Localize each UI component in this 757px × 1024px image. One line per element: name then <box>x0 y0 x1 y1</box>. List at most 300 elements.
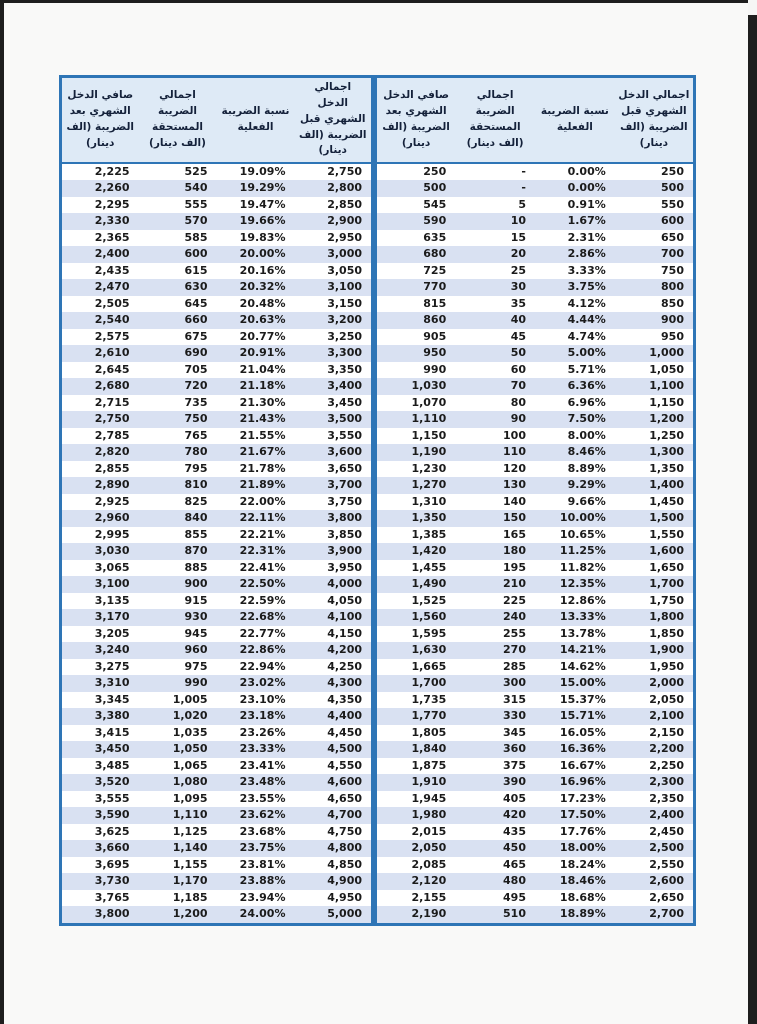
table-cell: 23.68% <box>239 824 286 838</box>
table-row <box>61 428 373 445</box>
table-cell: 770 <box>376 279 456 296</box>
tax-table-upper-range <box>59 75 374 926</box>
table-cell: 1,050 <box>649 362 684 376</box>
table-cell: 3,250 <box>327 329 362 343</box>
table-cell: 500 <box>615 180 695 197</box>
table-cell: 22.94% <box>239 659 286 673</box>
table-cell: 3,065 <box>94 560 130 574</box>
table-row <box>61 246 373 263</box>
table-cell: 23.48% <box>217 774 295 791</box>
table-cell: 860 <box>376 312 456 329</box>
table-cell: 80 <box>510 395 526 409</box>
table-cell: 3,900 <box>295 543 373 560</box>
table-cell: 1,500 <box>615 510 695 527</box>
table-cell: 840 <box>139 510 217 527</box>
table-cell: 1,980 <box>376 807 456 824</box>
table-cell: 4,150 <box>327 626 362 640</box>
photo-frame-top <box>0 0 748 3</box>
table-cell: 5,000 <box>295 906 373 924</box>
table-row <box>61 180 373 197</box>
table-row <box>61 510 373 527</box>
table-row <box>61 840 373 857</box>
table-cell: 9.66% <box>567 494 606 508</box>
table-cell: 4,600 <box>295 774 373 791</box>
table-cell: 17.50% <box>535 807 615 824</box>
table-row <box>61 626 373 643</box>
table-cell: 2,500 <box>615 840 695 857</box>
table-cell: 3,500 <box>295 411 373 428</box>
table-cell: 510 <box>455 906 535 924</box>
table-row <box>376 774 695 791</box>
table-cell: 900 <box>139 576 217 593</box>
table-cell: 1,200 <box>139 906 217 924</box>
table-cell: 540 <box>139 180 217 197</box>
table-cell: 780 <box>139 444 217 461</box>
table-cell: 2,300 <box>615 774 695 791</box>
table-cell: 2,505 <box>94 296 130 310</box>
table-cell: 1,065 <box>172 758 208 772</box>
table-cell: 600 <box>139 246 217 263</box>
table-cell: 2,750 <box>61 411 139 428</box>
table-row <box>376 576 695 593</box>
table-cell: 1,020 <box>139 708 217 725</box>
table-cell: 645 <box>184 296 208 310</box>
table-cell: 3,485 <box>94 758 130 772</box>
table-cell: 6.96% <box>567 395 606 409</box>
header-tax-due: اجمالي الضريبة المستحقة (الف دينار) <box>139 77 217 163</box>
table-row <box>376 444 695 461</box>
table-cell: 1,650 <box>649 560 684 574</box>
table-cell: 800 <box>615 279 695 296</box>
table-cell: 19.66% <box>217 213 295 230</box>
table-cell: 1,900 <box>615 642 695 659</box>
table-cell: 3,100 <box>295 279 373 296</box>
table-cell: 750 <box>661 263 684 277</box>
table-cell: 23.55% <box>239 791 286 805</box>
table-row <box>376 263 695 280</box>
table-cell: 1,595 <box>411 626 447 640</box>
table-cell: 23.94% <box>239 890 286 904</box>
tax-tables-container <box>59 75 696 926</box>
table-cell: 2,000 <box>615 675 695 692</box>
table-cell: 16.96% <box>535 774 615 791</box>
table-row <box>61 362 373 379</box>
table-cell: 17.76% <box>559 824 606 838</box>
table-cell: 3,660 <box>61 840 139 857</box>
table-row <box>376 329 695 346</box>
table-cell: 2,350 <box>649 791 684 805</box>
table-row <box>61 857 373 874</box>
table-row <box>61 758 373 775</box>
table-row <box>61 230 373 247</box>
table-row <box>376 312 695 329</box>
table-cell: 10.65% <box>559 527 606 541</box>
table-cell: 225 <box>503 593 526 607</box>
table-cell: 2,950 <box>327 230 362 244</box>
table-row <box>376 873 695 890</box>
table-cell: 2,540 <box>61 312 139 329</box>
table-cell: 16.67% <box>559 758 606 772</box>
table-cell: 23.33% <box>217 741 295 758</box>
table-cell: 3,350 <box>327 362 362 376</box>
table-cell: 1,140 <box>139 840 217 857</box>
table-cell: 16.05% <box>559 725 606 739</box>
table-row <box>376 163 695 181</box>
header-effective-tax-rate: نسبة الضريبة الفعلية <box>535 77 615 163</box>
table-cell: 900 <box>615 312 695 329</box>
table-cell: - <box>521 164 526 178</box>
table-cell: 15.00% <box>535 675 615 692</box>
table-cell: 375 <box>503 758 526 772</box>
table-cell: 1,840 <box>376 741 456 758</box>
table-cell: 5.00% <box>535 345 615 362</box>
table-row <box>376 642 695 659</box>
table-cell: 15.37% <box>559 692 606 706</box>
table-cell: 1,490 <box>376 576 456 593</box>
table-cell: 23.18% <box>217 708 295 725</box>
table-cell: 3,765 <box>94 890 130 904</box>
table-cell: 21.43% <box>217 411 295 428</box>
table-cell: 630 <box>139 279 217 296</box>
table-cell: 23.10% <box>239 692 286 706</box>
tax-table-lower-range <box>374 75 696 926</box>
table-cell: 23.81% <box>239 857 286 871</box>
table-cell: 2,750 <box>327 164 362 178</box>
table-cell: 4,250 <box>327 659 362 673</box>
table-cell: 100 <box>503 428 526 442</box>
table-cell: 2,155 <box>411 890 447 904</box>
table-cell: 950 <box>661 329 684 343</box>
table-row <box>61 163 373 181</box>
header-net-income-after-tax: صافي الدخل الشهري بعد الضريبة (الف دينار) <box>376 77 456 163</box>
table-cell: 3,850 <box>327 527 362 541</box>
table-cell: 240 <box>455 609 535 626</box>
table-row <box>61 593 373 610</box>
table-cell: 25 <box>510 263 526 277</box>
table-cell: 23.75% <box>217 840 295 857</box>
table-cell: 1,095 <box>172 791 208 805</box>
table-cell: 13.78% <box>559 626 606 640</box>
table-cell: 500 <box>376 180 456 197</box>
table-cell: 2,925 <box>94 494 130 508</box>
table-cell: 1,700 <box>376 675 456 692</box>
table-cell: 1,150 <box>411 428 447 442</box>
table-cell: 20.16% <box>239 263 286 277</box>
table-cell: 3,310 <box>61 675 139 692</box>
table-cell: 330 <box>455 708 535 725</box>
table-row <box>376 560 695 577</box>
table-cell: - <box>455 180 535 197</box>
table-cell: 6.36% <box>535 378 615 395</box>
table-cell: 22.41% <box>239 560 286 574</box>
table-cell: 4.44% <box>535 312 615 329</box>
table-row <box>376 477 695 494</box>
table-cell: 1,125 <box>172 824 208 838</box>
table-cell: 2,435 <box>94 263 130 277</box>
table-cell: 1,000 <box>615 345 695 362</box>
table-cell: 3,240 <box>61 642 139 659</box>
table-cell: 3,415 <box>94 725 130 739</box>
table-cell: 705 <box>184 362 208 376</box>
table-cell: 420 <box>455 807 535 824</box>
table-row <box>376 230 695 247</box>
table-row <box>376 461 695 478</box>
table-cell: 35 <box>510 296 526 310</box>
table-cell: 2.86% <box>535 246 615 263</box>
table-cell: 22.00% <box>239 494 286 508</box>
table-row <box>61 576 373 593</box>
table-cell: 1,155 <box>172 857 208 871</box>
table-cell: 1,050 <box>139 741 217 758</box>
table-cell: 1,450 <box>649 494 684 508</box>
table-cell: 19.29% <box>217 180 295 197</box>
table-cell: 50 <box>455 345 535 362</box>
table-cell: 3,800 <box>61 906 139 924</box>
table-cell: 735 <box>184 395 208 409</box>
table-row <box>376 428 695 445</box>
table-cell: 1,850 <box>649 626 684 640</box>
header-income-before-tax: اجمالي الدخل الشهري قبل الضريبة (الف دينار) <box>295 77 373 163</box>
table-cell: 3.33% <box>567 263 606 277</box>
table-cell: 8.00% <box>567 428 606 442</box>
table-row <box>376 807 695 824</box>
table-cell: 8.89% <box>567 461 606 475</box>
table-cell: 650 <box>661 230 684 244</box>
table-cell: 1,665 <box>411 659 447 673</box>
table-cell: 1,770 <box>376 708 456 725</box>
table-cell: 4,350 <box>327 692 362 706</box>
table-cell: 4,500 <box>295 741 373 758</box>
table-cell: 20 <box>455 246 535 263</box>
table-row <box>61 395 373 412</box>
table-cell: 1,035 <box>172 725 208 739</box>
table-row <box>376 494 695 511</box>
table-cell: 2,400 <box>61 246 139 263</box>
table-cell: 4,300 <box>295 675 373 692</box>
table-cell: 495 <box>503 890 526 904</box>
table-cell: 2,645 <box>94 362 130 376</box>
table-cell: 1,170 <box>139 873 217 890</box>
table-cell: 600 <box>615 213 695 230</box>
table-cell: 210 <box>455 576 535 593</box>
table-cell: 4,200 <box>295 642 373 659</box>
table-cell: 1,080 <box>139 774 217 791</box>
table-cell: 3,625 <box>94 824 130 838</box>
table-cell: 990 <box>139 675 217 692</box>
table-cell: 2,050 <box>376 840 456 857</box>
table-cell: 13.33% <box>535 609 615 626</box>
table-cell: 20.77% <box>239 329 286 343</box>
table-cell: 915 <box>184 593 208 607</box>
table-cell: 675 <box>184 329 208 343</box>
table-row <box>376 824 695 841</box>
table-cell: 1,420 <box>376 543 456 560</box>
table-cell: 825 <box>184 494 208 508</box>
table-cell: 1,400 <box>615 477 695 494</box>
table-cell: 2,295 <box>94 197 130 211</box>
table-row <box>61 213 373 230</box>
table-cell: 22.86% <box>217 642 295 659</box>
table-cell: 570 <box>139 213 217 230</box>
table-row <box>61 329 373 346</box>
table-cell: 765 <box>184 428 208 442</box>
table-row <box>376 279 695 296</box>
table-cell: 465 <box>503 857 526 871</box>
table-row <box>61 461 373 478</box>
table-cell: 22.31% <box>217 543 295 560</box>
table-cell: 815 <box>423 296 447 310</box>
table-cell: 4,750 <box>327 824 362 838</box>
table-cell: 1,270 <box>376 477 456 494</box>
table-row <box>376 246 695 263</box>
table-cell: 435 <box>503 824 526 838</box>
table-row <box>376 692 695 709</box>
table-cell: 2,470 <box>61 279 139 296</box>
table-cell: 20.32% <box>217 279 295 296</box>
table-row <box>61 477 373 494</box>
table-row <box>61 494 373 511</box>
table-cell: 450 <box>455 840 535 857</box>
table-cell: 21.78% <box>239 461 286 475</box>
table-cell: 4,100 <box>295 609 373 626</box>
table-row <box>61 345 373 362</box>
table-cell: 2,190 <box>376 906 456 924</box>
table-cell: 20.91% <box>217 345 295 362</box>
table-cell: 3,600 <box>295 444 373 461</box>
table-cell: 1,800 <box>615 609 695 626</box>
table-cell: 23.41% <box>239 758 286 772</box>
table-cell: 0.00% <box>567 164 606 178</box>
table-cell: 2,365 <box>94 230 130 244</box>
table-cell: 21.04% <box>239 362 286 376</box>
table-cell: 2,575 <box>94 329 130 343</box>
table-row <box>61 807 373 824</box>
table-cell: 1,630 <box>376 642 456 659</box>
table-row <box>376 543 695 560</box>
table-cell: 4,850 <box>327 857 362 871</box>
table-cell: 2,960 <box>61 510 139 527</box>
table-cell: 22.68% <box>217 609 295 626</box>
header-tax-due: اجمالي الضريبة المستحقة (الف دينار) <box>455 77 535 163</box>
table-row <box>376 890 695 907</box>
table-cell: 2,015 <box>411 824 447 838</box>
table-cell: 545 <box>423 197 447 211</box>
table-row <box>61 890 373 907</box>
table-cell: 16.36% <box>535 741 615 758</box>
table-cell: 15.71% <box>535 708 615 725</box>
table-cell: 3,100 <box>61 576 139 593</box>
table-cell: 45 <box>510 329 526 343</box>
table-cell: 2,085 <box>411 857 447 871</box>
table-row <box>376 411 695 428</box>
table-cell: 680 <box>376 246 456 263</box>
table-cell: 1,005 <box>172 692 208 706</box>
table-cell: 20.48% <box>239 296 286 310</box>
table-cell: 3,345 <box>94 692 130 706</box>
header-income-before-tax: اجمالي الدخل الشهري قبل الضريبة (الف دينار) <box>615 77 695 163</box>
table-cell: 21.67% <box>217 444 295 461</box>
table-cell: 1.67% <box>535 213 615 230</box>
table-cell: 2,650 <box>649 890 684 904</box>
table-cell: 855 <box>184 527 208 541</box>
header-row <box>61 77 373 163</box>
table-cell: 3,275 <box>94 659 130 673</box>
table-cell: 360 <box>455 741 535 758</box>
table-cell: 23.02% <box>217 675 295 692</box>
table-cell: 3,650 <box>327 461 362 475</box>
table-row <box>376 758 695 775</box>
table-row <box>61 774 373 791</box>
table-row <box>376 659 695 676</box>
table-cell: 4,800 <box>295 840 373 857</box>
table-cell: 3,520 <box>61 774 139 791</box>
table-cell: 18.00% <box>535 840 615 857</box>
table-cell: 1,150 <box>649 395 684 409</box>
table-row <box>61 873 373 890</box>
table-cell: 700 <box>615 246 695 263</box>
table-cell: 905 <box>423 329 447 343</box>
table-cell: 1,950 <box>649 659 684 673</box>
table-row <box>376 395 695 412</box>
table-cell: 3,550 <box>327 428 362 442</box>
table-cell: 11.25% <box>535 543 615 560</box>
table-row <box>376 857 695 874</box>
table-cell: 22.21% <box>239 527 286 541</box>
table-cell: 3,450 <box>327 395 362 409</box>
table-cell: 120 <box>503 461 526 475</box>
table-row <box>61 378 373 395</box>
table-cell: 4,400 <box>295 708 373 725</box>
table-cell: 2,450 <box>649 824 684 838</box>
table-cell: 285 <box>503 659 526 673</box>
table-cell: 18.68% <box>559 890 606 904</box>
table-row <box>376 609 695 626</box>
table-row <box>376 840 695 857</box>
table-cell: 30 <box>455 279 535 296</box>
table-row <box>376 345 695 362</box>
table-cell: 2,700 <box>615 906 695 924</box>
table-cell: 2,715 <box>94 395 130 409</box>
table-cell: 1,230 <box>411 461 447 475</box>
table-row <box>376 527 695 544</box>
table-cell: 975 <box>184 659 208 673</box>
table-cell: 525 <box>184 164 208 178</box>
table-cell: 4,550 <box>327 758 362 772</box>
table-cell: 2,225 <box>94 164 130 178</box>
table-cell: 2,890 <box>61 477 139 494</box>
table-cell: 90 <box>455 411 535 428</box>
table-cell: 2,820 <box>61 444 139 461</box>
table-row <box>61 659 373 676</box>
table-cell: 315 <box>503 692 526 706</box>
table-cell: 19.47% <box>239 197 286 211</box>
table-cell: 2,100 <box>615 708 695 725</box>
table-cell: 2,680 <box>61 378 139 395</box>
table-row <box>376 296 695 313</box>
table-cell: 2,900 <box>295 213 373 230</box>
table-cell: 3,695 <box>94 857 130 871</box>
table-cell: 3,200 <box>295 312 373 329</box>
table-cell: 870 <box>139 543 217 560</box>
table-cell: 1,190 <box>376 444 456 461</box>
table-cell: 1,945 <box>411 791 447 805</box>
table-row <box>61 642 373 659</box>
table-row <box>61 543 373 560</box>
table-cell: 22.59% <box>239 593 286 607</box>
table-cell: 810 <box>139 477 217 494</box>
table-row <box>376 213 695 230</box>
header-row <box>376 77 695 163</box>
